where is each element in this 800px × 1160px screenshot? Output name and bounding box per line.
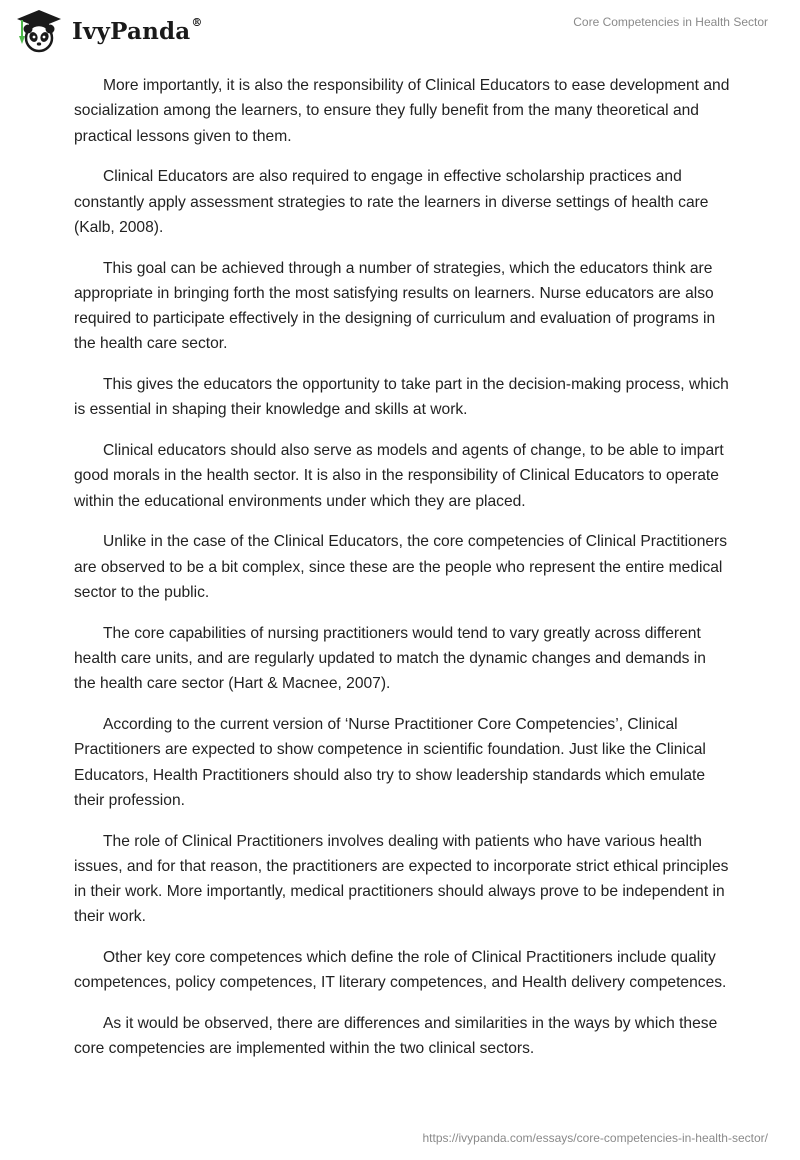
- paragraph: The role of Clinical Practitioners involves dealing with patients who have various health issues, and for that reason, the practitioners are expected to incorporate strict ethical principles in their work. More importantly, medical practitioners should always prove to be independent in their work.: [74, 832, 729, 926]
- essay-body: [74, 73, 730, 1077]
- paragraph: This gives the educators the opportunity to take part in the decision-making process, which is essential in shaping their knowledge and skills at work.: [74, 376, 729, 419]
- paragraph: More importantly, it is also the responsibility of Clinical Educators to ease development and socialization among the learners, to ensure they fully benefit from the many theoretical and practical lessons given to them.: [74, 77, 730, 145]
- ivypanda-logo[interactable]: [14, 8, 203, 54]
- paragraph: The core capabilities of nursing practitioners would tend to vary greatly across different health care units, and are regularly updated to match the dynamic changes and demands in the health care sector (Hart & Macnee, 2007).: [74, 624, 706, 693]
- source-url[interactable]: https://ivypanda.com/essays/core-competencies-in-health-sector/: [422, 1131, 768, 1145]
- paragraph: According to the current version of ‘Nurse Practitioner Core Competencies’, Clinical Practitioners are expected to show competence in scientific foundation. Just like the Clinical Educators, Health Practitioners should also try to show leadership standards which emulate their profession.: [74, 715, 706, 809]
- paragraph: Clinical Educators are also required to engage in effective scholarship practices and constantly apply assessment strategies to rate the learners in diverse settings of health care (Kalb, 2008).: [74, 168, 709, 236]
- paragraph: Clinical educators should also serve as models and agents of change, to be able to impart good morals in the health sector. It is also in the responsibility of Clinical Educators to operate within the educational environments under which they are placed.: [74, 442, 724, 510]
- brand-name: IvyPanda®: [72, 15, 203, 45]
- panda-graduate-icon: [14, 8, 64, 54]
- registered-mark: ®: [191, 15, 203, 29]
- document-title: Core Competencies in Health Sector: [573, 15, 768, 29]
- paragraph: Other key core competences which define the role of Clinical Practitioners include quality competences, policy competences, IT literary competences, and Health delivery competences.: [74, 949, 727, 992]
- paragraph: Unlike in the case of the Clinical Educators, the core competencies of Clinical Practitioners are observed to be a bit complex, since these are the people who represent the entire medical sector to the public.: [74, 533, 728, 601]
- paragraph: As it would be observed, there are differences and similarities in the ways by which these core competencies are implemented within the two clinical sectors.: [74, 1015, 718, 1058]
- paragraph: This goal can be achieved through a number of strategies, which the educators think are appropriate in bringing forth the most satisfying results on learners. Nurse educators are also required to participate effectively in the designing of curriculum and evaluation of programs in the health care sector.: [74, 259, 716, 353]
- page-header: [0, 0, 800, 60]
